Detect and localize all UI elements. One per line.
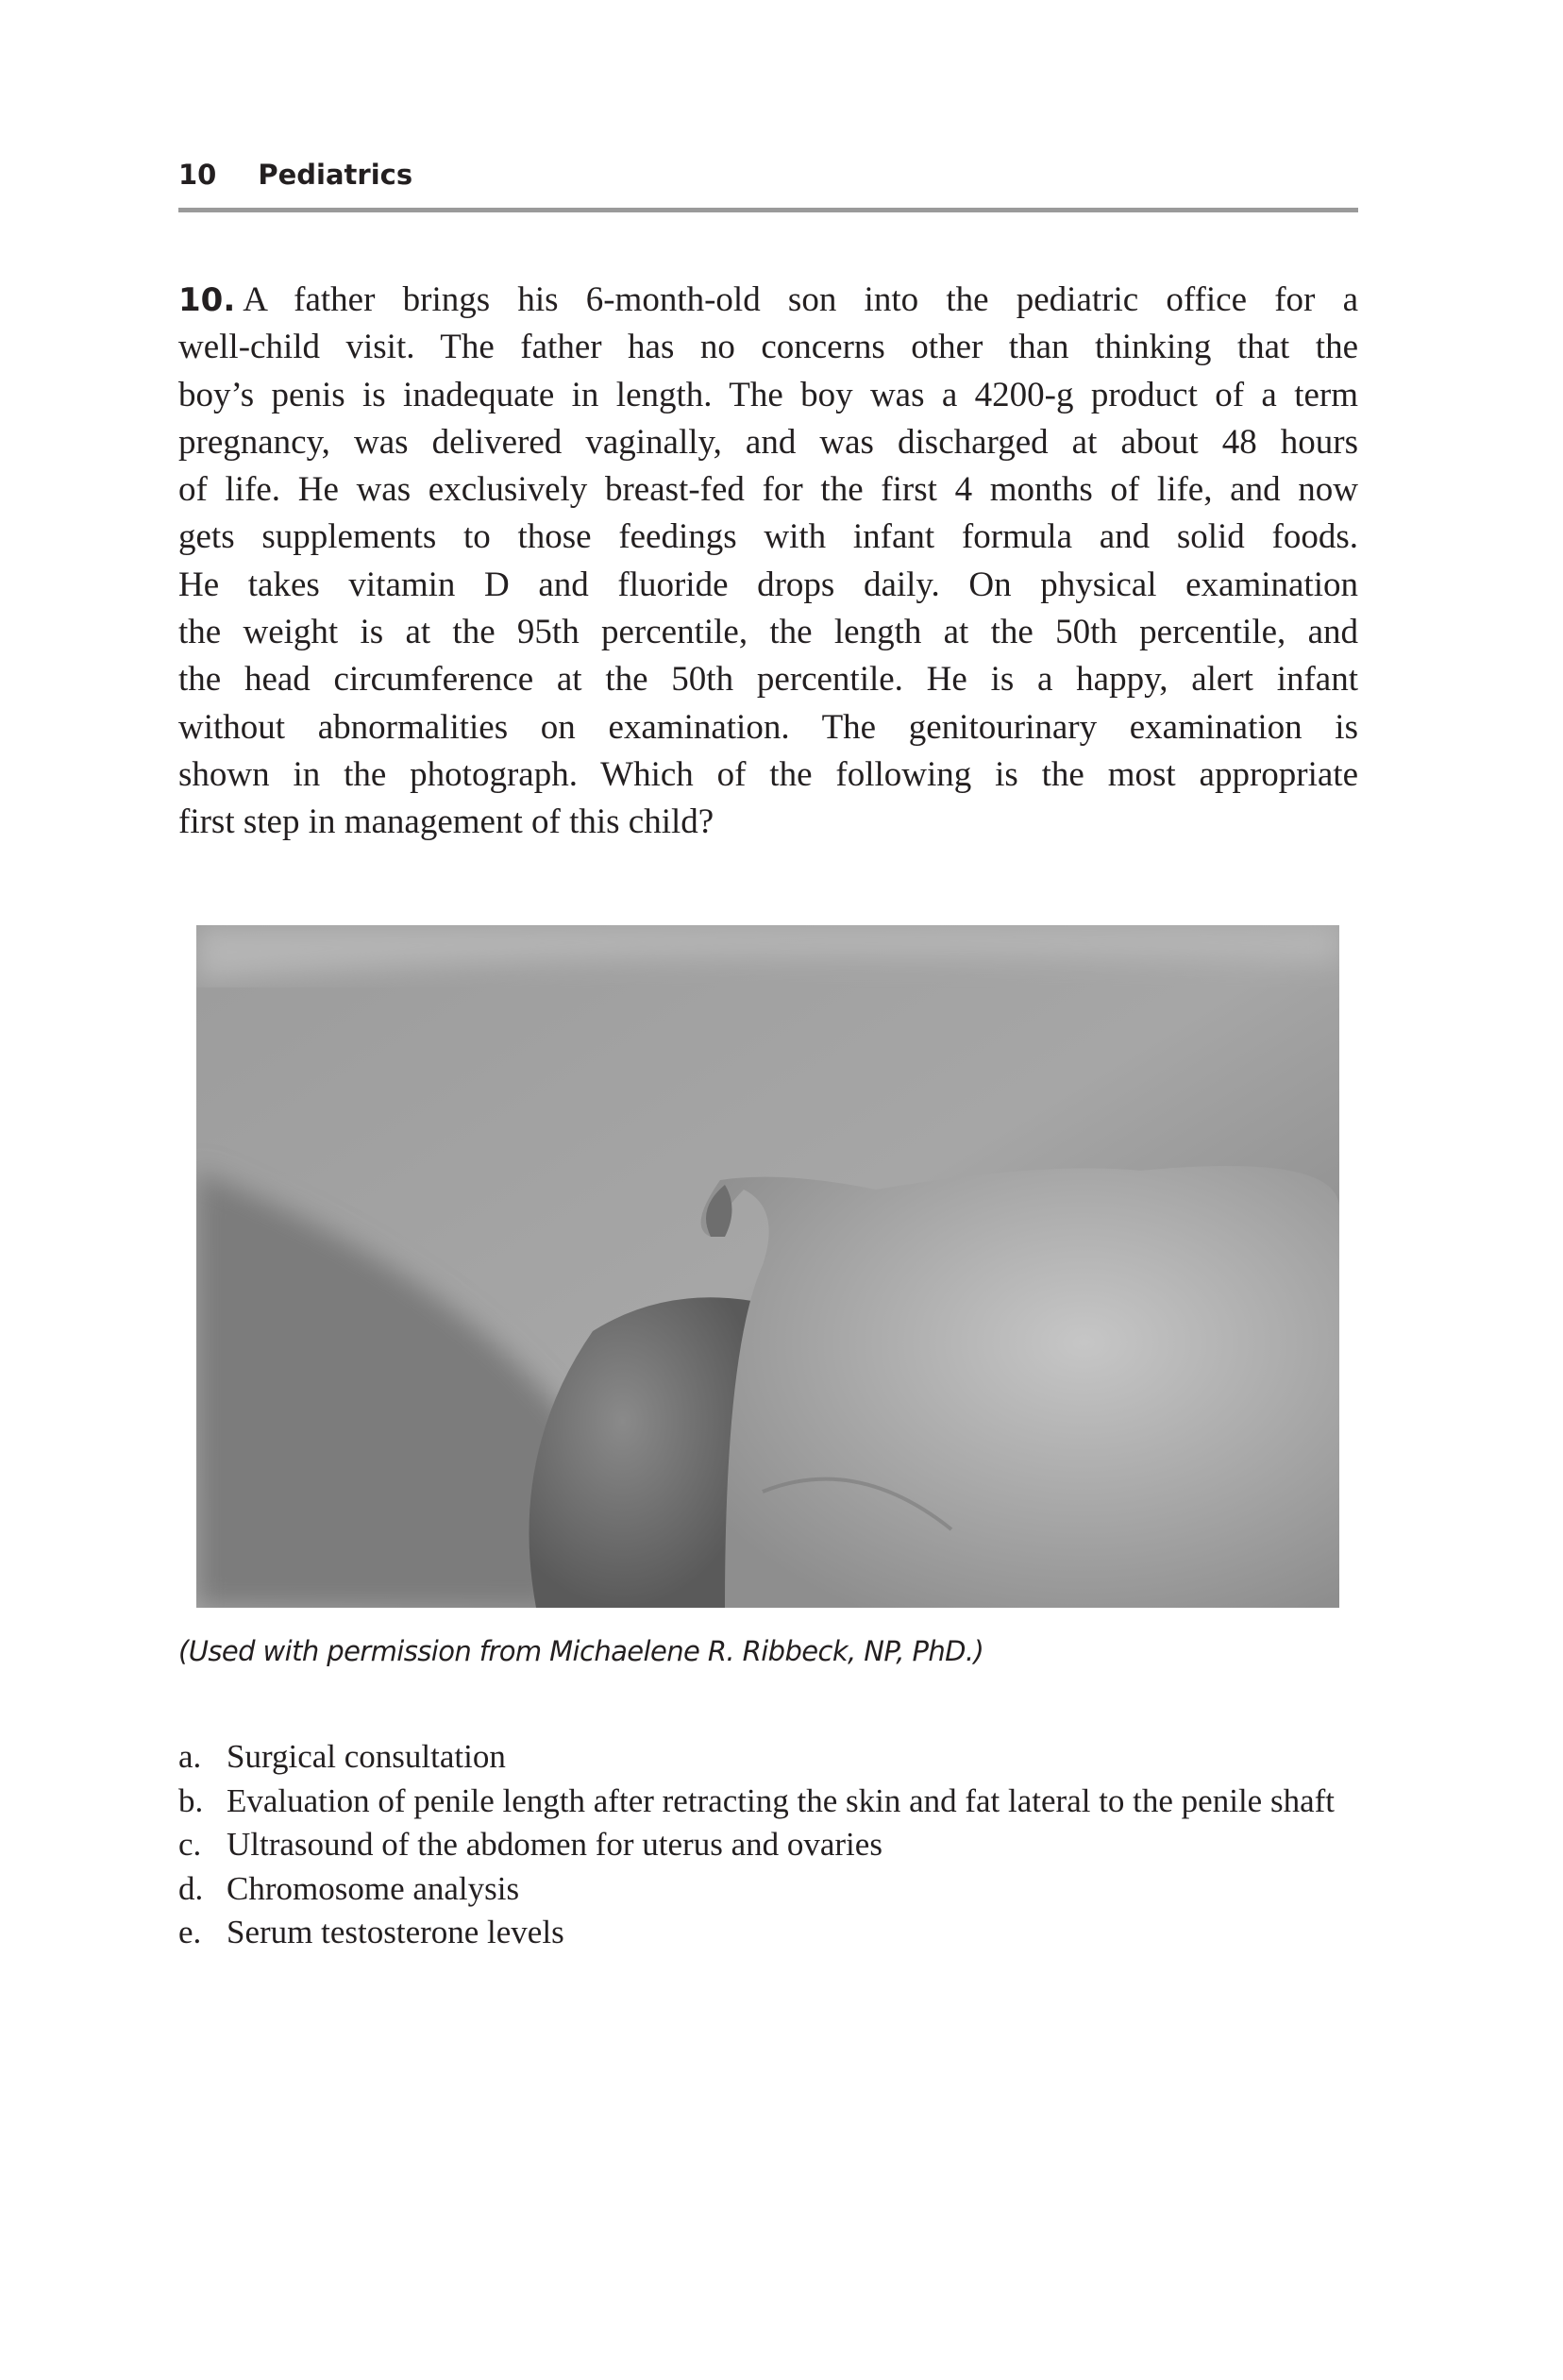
question-line: He takes vitamin D and fluoride drops daily. On physical examination bbox=[178, 565, 1358, 604]
clinical-photograph bbox=[196, 925, 1339, 1608]
question-line: well-child visit. The father has no concerns other than thinking that the bbox=[178, 328, 1358, 367]
option-e: e. Serum testosterone levels bbox=[178, 1914, 564, 1950]
option-a: a. Surgical consultation bbox=[178, 1738, 506, 1775]
option-c: c. Ultrasound of the abdomen for uterus and ovaries bbox=[178, 1826, 882, 1863]
running-header bbox=[178, 159, 1358, 212]
question-line: shown in the photograph. Which of the following is the most appropriate bbox=[178, 754, 1358, 794]
question-line: 10. A father brings his 6-month-old son into the pediatric office for a bbox=[178, 280, 1358, 319]
question-line: pregnancy, was delivered vaginally, and was discharged at about 48 hours bbox=[178, 422, 1358, 462]
question-line: boy’s penis is inadequate in length. The boy was a 4200-g product of a term bbox=[178, 375, 1358, 414]
answer-options bbox=[178, 1735, 1358, 1955]
question-line: without abnormalities on examination. The genitourinary examination is bbox=[178, 707, 1358, 747]
figure-caption: (Used with permission from Michaelene R. Ribbeck, NP, PhD.) bbox=[178, 1635, 984, 1667]
question-line: gets supplements to those feedings with infant formula and solid foods. bbox=[178, 517, 1358, 557]
option-d: d. Chromosome analysis bbox=[178, 1869, 520, 1907]
question-stem bbox=[178, 277, 1358, 847]
question-line: the weight is at the 95th percentile, the length at the 50th percentile, and bbox=[178, 613, 1358, 652]
page-number: 10 bbox=[178, 159, 217, 191]
question-line: of life. He was exclusively breast-fed for the first 4 months of life, and now bbox=[178, 470, 1358, 510]
question-line: first step in management of this child? bbox=[178, 802, 714, 842]
question-line: the head circumference at the 50th percentile. He is a happy, alert infant bbox=[178, 660, 1358, 700]
question-number: 10. bbox=[178, 281, 236, 319]
photo-illustration bbox=[196, 925, 1339, 1608]
option-b: b. Evaluation of penile length after retracting the skin and fat lateral to the penile shaft bbox=[178, 1781, 1335, 1819]
section-title: Pediatrics bbox=[258, 159, 413, 191]
